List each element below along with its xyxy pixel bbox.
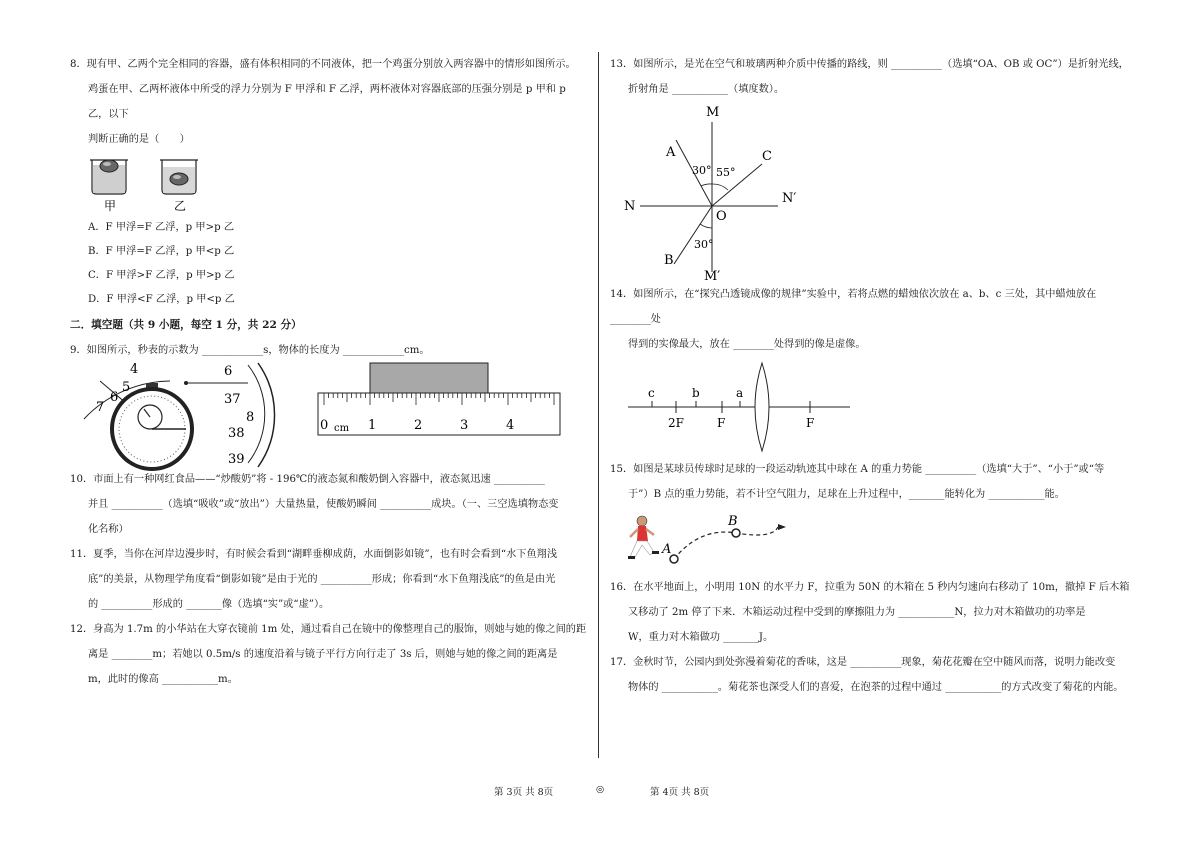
section-title: 二．填空题（共 9 小题，每空 1 分，共 22 分） (70, 319, 302, 331)
question-17 (610, 650, 1132, 700)
beaker-label-jia: 甲 (104, 199, 117, 213)
page-number-right: 第 4页 共 8页 (650, 787, 710, 798)
question-8 (70, 52, 588, 152)
label-2F: 2F (668, 416, 684, 430)
q15-figure (610, 507, 1132, 575)
sw-num-37: 37 (224, 392, 241, 407)
option-d: D．F 甲浮<F 乙浮，p 甲<p 乙 (88, 294, 235, 305)
column-divider (598, 52, 599, 758)
option-b: B．F 甲浮=F 乙浮，p 甲<p 乙 (88, 246, 235, 257)
football-trajectory-diagram (610, 507, 810, 575)
question-13 (610, 52, 1132, 102)
q12-line2: 离是 ________m；若她以 0.5m/s 的速度沿着与镜子平行方向行走了 3s 后，则她与她的像之间的距离是 (88, 649, 558, 660)
ruler-num-1: 1 (368, 418, 377, 433)
angle-30-bottom: 30° (694, 238, 714, 251)
player-icon (628, 516, 659, 559)
question-12 (70, 617, 588, 692)
q12-line1: 12．身高为 1.7m 的小华站在大穿衣镜前 1m 处，通过看自己在镜中的像整理自己的服饰，则她与她的像之间的距 (70, 624, 587, 635)
refraction-diagram (610, 102, 850, 282)
ruler-num-4: 4 (506, 418, 515, 433)
label-N-prime: N′ (782, 191, 797, 206)
q13-figure (610, 102, 1132, 282)
stopwatch-ruler-diagram (70, 362, 515, 467)
label-point-A: A (662, 542, 672, 557)
q15-line2: 于”）B 点的重力势能，若不计空气阻力，足球在上升过程中，_______能转化为 ___________能。 (628, 489, 1065, 500)
label-M-prime: M′ (704, 269, 721, 284)
question-15 (610, 457, 1132, 507)
sw-num-7: 7 (96, 400, 105, 415)
question-16 (610, 575, 1132, 650)
beaker-jia (90, 160, 128, 194)
left-column (70, 52, 588, 692)
beaker-yi (160, 160, 198, 194)
sw-num-39: 39 (228, 452, 245, 467)
question-10 (70, 467, 588, 542)
sw-num-5: 5 (122, 380, 131, 395)
q17-line2: 物体的 ___________。菊花茶也深受人们的喜爱，在泡茶的过程中通过 ___________的方式改变了菊花的内能。 (628, 682, 1124, 693)
sw-num-4: 4 (130, 362, 139, 377)
label-a: a (736, 386, 744, 400)
ruler-num-2: 2 (414, 418, 423, 433)
sw-num-38: 38 (228, 426, 245, 441)
label-b: b (692, 386, 700, 400)
option-a: A．F 甲浮=F 乙浮，p 甲>p 乙 (88, 222, 235, 233)
ruler-num-3: 3 (460, 418, 469, 433)
ruler (318, 363, 560, 435)
q13-line2: 折射角是 ___________（填度数）。 (628, 84, 785, 95)
label-point-B: B (728, 514, 738, 529)
ruler-num-0: 0 (320, 418, 329, 433)
q11-line1: 11．夏季，当你在河岸边漫步时，有时候会看到“湖畔垂柳成荫，水面倒影如镜”，也有时会看到“水下鱼翔浅 (70, 549, 558, 560)
question-11 (70, 542, 588, 617)
label-B: B (664, 253, 674, 268)
q16-line3: W，重力对木箱做功 _______J。 (628, 632, 774, 643)
q17-line1: 17．金秋时节，公园内到处弥漫着菊花的香味，这是 __________现象，菊花花瓣在空中随风而落，说明力能改变 (610, 657, 1116, 668)
label-c: c (648, 386, 655, 400)
angle-30-top: 30° (692, 164, 712, 177)
label-C: C (762, 149, 772, 164)
label-N: N (624, 199, 636, 214)
q14-line2: 得到的实像最大，放在 ________处得到的像是虚像。 (628, 339, 866, 350)
label-M: M (706, 105, 720, 120)
stopwatch-scale-right (224, 363, 275, 467)
q11-line2: 底”的美景，从物理学角度看“倒影如镜”是由于光的 __________形成；你看到“水下鱼翔浅底”的鱼是由光 (88, 574, 556, 585)
label-F-right: F (806, 416, 815, 430)
q16-line2: 又移动了 2m 停了下来．木箱运动过程中受到的摩擦阻力为 ___________N，拉力对木箱做功的功率是 (628, 607, 1086, 618)
page-number-left: 第 3页 共 8页 (494, 787, 554, 798)
q9-figure (70, 363, 588, 467)
sw-num-6b: 6 (224, 364, 233, 379)
q15-line1: 15．如图是某球员传球时足球的一段运动轨迹其中球在 A 的重力势能 __________（选填“大于”、“小于”或“等 (610, 464, 1105, 475)
angle-55: 55° (716, 166, 736, 179)
lens-diagram (610, 357, 870, 457)
q16-line1: 16．在水平地面上，小明用 10N 的水平力 F，拉重为 50N 的木箱在 5 秒内匀速向右移动了 10m，撤掉 F 后木箱 (610, 582, 1130, 593)
question-9 (70, 338, 588, 363)
q8-line3: 判断正确的是（ ） (88, 134, 190, 145)
label-F-left: F (717, 416, 726, 430)
sw-num-8: 8 (246, 410, 255, 425)
sw-num-6: 6 (110, 390, 119, 405)
question-14 (610, 282, 1132, 357)
footer-symbol: ◎ (596, 784, 605, 795)
q13-line1: 13．如图所示，是光在空气和玻璃两种介质中传播的路线，则 __________（选填“OA、OB 或 OC”）是折射光线， (610, 59, 1129, 70)
q14-figure (610, 357, 1132, 457)
beaker-label-yi: 乙 (174, 199, 187, 213)
q10-line1: 10．市面上有一种网红食品——“炒酸奶”将 - 196℃的液态氮和酸奶倒入容器中，液态氮迅速 __________ (70, 474, 545, 485)
label-O: O (716, 209, 727, 224)
q8-options (70, 216, 588, 312)
q8-line2: 鸡蛋在甲、乙两杯液体中所受的浮力分别为 F 甲浮和 F 乙浮，两杯液体对容器底部的压强分别是 p 甲和 p 乙，以下 (88, 84, 566, 120)
q14-line1: 14．如图所示，在“探究凸透镜成像的规律”实验中，若将点燃的蜡烛依次放在 a、b、c 三处，其中蜡烛放在 ________处 (610, 289, 1097, 325)
beakers-diagram (88, 152, 208, 216)
q8-line1: 8．现有甲、乙两个完全相同的容器，盛有体积相同的不同液体，把一个鸡蛋分别放入两容器中的情形如图所示。 (70, 59, 576, 70)
right-column (610, 52, 1132, 700)
q9-text: 9．如图所示，秒表的示数为 ____________s，物体的长度为 ____________cm。 (70, 345, 430, 356)
q12-line3: m，此时的像高 ___________m。 (88, 674, 238, 685)
q10-line3: 化名称） (88, 524, 129, 535)
q8-figure (88, 152, 588, 216)
ruler-unit: cm (334, 423, 350, 434)
q11-line3: 的 __________形成的 _______像（选填“实”或“虚”）。 (88, 599, 330, 610)
label-A: A (666, 145, 676, 160)
option-c: C．F 甲浮>F 乙浮，p 甲>p 乙 (88, 270, 235, 281)
q10-line2: 并且 __________（选填“吸收”或“放出”）大量热量，使酸奶瞬间 __________成块。（一、三空选填物态变 (88, 499, 559, 510)
